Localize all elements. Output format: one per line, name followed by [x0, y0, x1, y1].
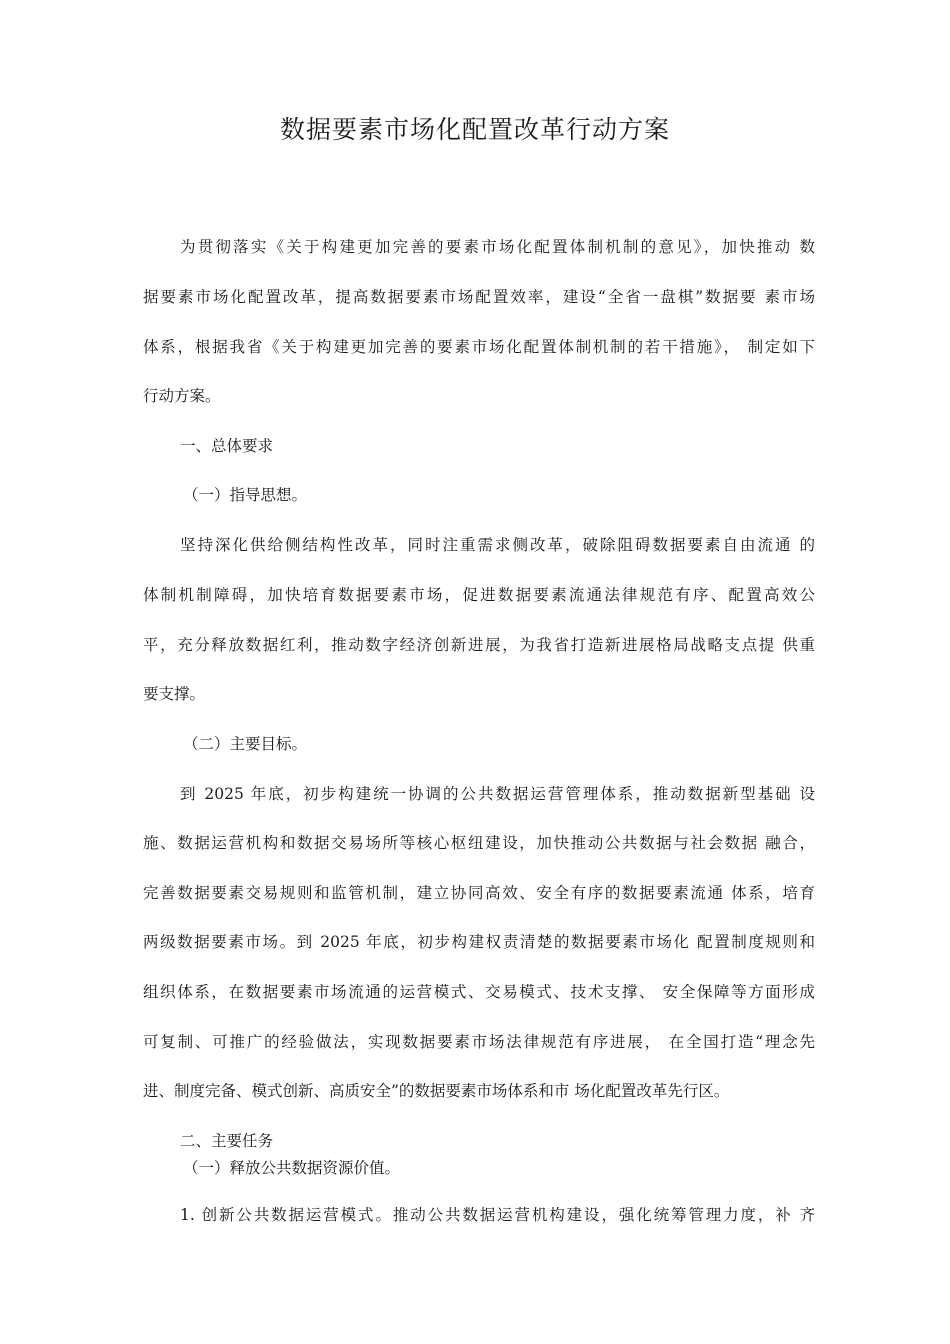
- subsection-heading-guiding-ideology: （一）指导思想。: [183, 486, 308, 504]
- goals-line-7: 进、制度完备、模式创新、高质安全”的数据要素市场体系和市 场化配置改革先行区。: [143, 1082, 730, 1100]
- guiding-line-4: 要支撑。: [143, 685, 206, 703]
- goals-line-5: 组织体系，在数据要素市场流通的运营模式、交易模式、技术支撑、 安全保障等方面形成: [143, 983, 815, 1001]
- intro-line-3: 体系，根据我省《关于构建更加完善的要素市场化配置体制机制的若干措施》， 制定如下: [143, 338, 815, 356]
- intro-line-1: 为贯彻落实《关于构建更加完善的要素市场化配置体制机制的意见》，加快推动 数: [180, 238, 815, 256]
- goals-line-4: 两级数据要素市场。到 2025 年底，初步构建权责清楚的数据要素市场化 配置制度规则和: [143, 933, 815, 951]
- section-heading-main-tasks: 二、主要任务: [180, 1132, 274, 1150]
- goals-line-3: 完善数据要素交易规则和监管机制，建立协同高效、安全有序的数据要素流通 体系，培育: [143, 884, 815, 902]
- intro-line-2: 据要素市场化配置改革，提高数据要素市场配置效率，建设“全省一盘棋”数据要 素市场: [143, 288, 815, 306]
- goals-line-1: 到 2025 年底，初步构建统一协调的公共数据运营管理体系，推动数据新型基础 设: [180, 785, 815, 803]
- goals-line-2: 施、数据运营机构和数据交易场所等核心枢纽建设，加快推动公共数据与社会数据 融合，: [143, 834, 815, 852]
- guiding-line-2: 体制机制障碍，加快培育数据要素市场，促进数据要素流通法律规范有序、配置高效公: [143, 586, 815, 604]
- goals-line-6: 可复制、可推广的经验做法，实现数据要素市场法律规范有序进展， 在全国打造“理念先: [143, 1033, 815, 1051]
- guiding-line-3: 平，充分释放数据红利，推动数字经济创新进展，为我省打造新进展格局战略支点提 供重: [143, 636, 815, 654]
- document-title: 数据要素市场化配置改革行动方案: [279, 115, 670, 144]
- guiding-line-1: 坚持深化供给侧结构性改革，同时注重需求侧改革，破除阻碍数据要素自由流通 的: [180, 536, 815, 554]
- subsection-heading-main-goals: （二）主要目标。: [183, 735, 308, 753]
- task1-line-1: 1. 创新公共数据运营模式。推动公共数据运营机构建设，强化统筹管理力度，补 齐: [180, 1206, 815, 1224]
- intro-line-4: 行动方案。: [143, 387, 221, 405]
- section-heading-overall-requirements: 一、总体要求: [180, 437, 274, 455]
- subsection-heading-public-data-value: （一）释放公共数据资源价值。: [183, 1159, 401, 1177]
